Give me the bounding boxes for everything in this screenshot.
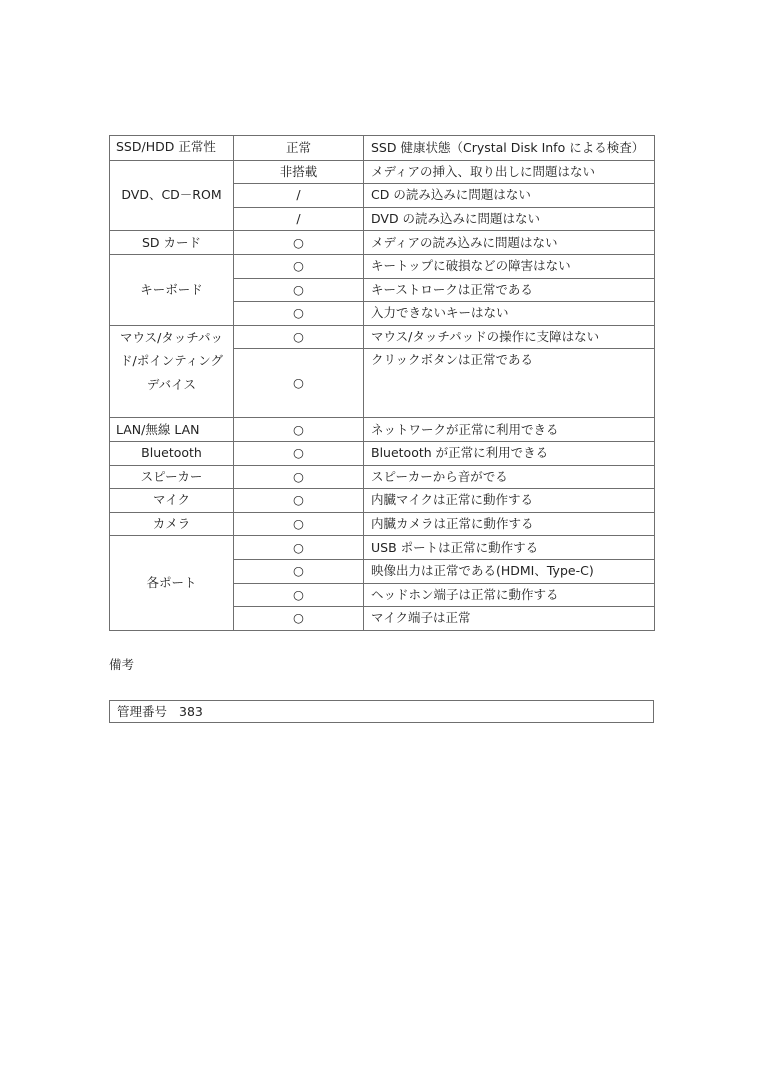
- table-row: [110, 489, 655, 513]
- result-cell: ○: [234, 536, 364, 560]
- table-row: [110, 325, 655, 349]
- description-cell: キートップに破損などの障害はない: [364, 254, 655, 278]
- table-row: [110, 512, 655, 536]
- description-cell: ヘッドホン端子は正常に動作する: [364, 583, 655, 607]
- item-cell: カメラ: [110, 512, 234, 536]
- description-cell: スピーカーから音がでる: [364, 465, 655, 489]
- table-row: [110, 254, 655, 278]
- description-cell: 内臓マイクは正常に動作する: [364, 489, 655, 513]
- description-cell: クリックボタンは正常である: [364, 349, 655, 418]
- item-cell: キーボード: [110, 254, 234, 325]
- result-cell: ○: [234, 512, 364, 536]
- item-cell: SSD/HDD 正常性: [110, 136, 234, 161]
- item-cell: LAN/無線 LAN: [110, 418, 234, 442]
- description-cell: CD の読み込みに問題はない: [364, 184, 655, 208]
- management-number-box: [109, 700, 654, 723]
- item-cell: SD カード: [110, 231, 234, 255]
- result-cell: /: [234, 184, 364, 208]
- result-cell: 非搭載: [234, 160, 364, 184]
- result-cell: ○: [234, 254, 364, 278]
- item-cell: スピーカー: [110, 465, 234, 489]
- result-cell: /: [234, 207, 364, 231]
- result-cell: ○: [234, 278, 364, 302]
- description-cell: SSD 健康状態（Crystal Disk Info による検査）: [364, 136, 655, 161]
- result-cell: ○: [234, 231, 364, 255]
- result-cell: ○: [234, 325, 364, 349]
- table-row: [110, 536, 655, 560]
- description-cell: キーストロークは正常である: [364, 278, 655, 302]
- result-cell: ○: [234, 465, 364, 489]
- description-cell: USB ポートは正常に動作する: [364, 536, 655, 560]
- table-row: [110, 465, 655, 489]
- management-number-label: 管理番号: [117, 704, 168, 719]
- result-cell: ○: [234, 418, 364, 442]
- result-cell: ○: [234, 441, 364, 465]
- table-row: [110, 231, 655, 255]
- result-cell: 正常: [234, 136, 364, 161]
- result-cell: ○: [234, 489, 364, 513]
- table-row: [110, 418, 655, 442]
- description-cell: 内臓カメラは正常に動作する: [364, 512, 655, 536]
- table-row: [110, 136, 655, 161]
- item-cell: マイク: [110, 489, 234, 513]
- description-cell: 入力できないキーはない: [364, 302, 655, 326]
- management-number-value: 383: [179, 704, 203, 719]
- description-cell: メディアの挿入、取り出しに問題はない: [364, 160, 655, 184]
- table-row: [110, 160, 655, 184]
- description-cell: マイク端子は正常: [364, 607, 655, 631]
- result-cell: ○: [234, 349, 364, 418]
- inspection-table: [109, 135, 655, 631]
- remarks-label: 備考: [109, 657, 135, 672]
- description-cell: DVD の読み込みに問題はない: [364, 207, 655, 231]
- result-cell: ○: [234, 607, 364, 631]
- result-cell: ○: [234, 583, 364, 607]
- result-cell: ○: [234, 302, 364, 326]
- table-row: [110, 441, 655, 465]
- item-cell: マウス/タッチパッド/ポインティングデバイス: [110, 325, 234, 418]
- result-cell: ○: [234, 559, 364, 583]
- item-cell: Bluetooth: [110, 441, 234, 465]
- description-cell: マウス/タッチパッドの操作に支障はない: [364, 325, 655, 349]
- item-cell: DVD、CD－ROM: [110, 160, 234, 231]
- description-cell: Bluetooth が正常に利用できる: [364, 441, 655, 465]
- description-cell: ネットワークが正常に利用できる: [364, 418, 655, 442]
- description-cell: 映像出力は正常である(HDMI、Type-C): [364, 559, 655, 583]
- item-cell: 各ポート: [110, 536, 234, 630]
- description-cell: メディアの読み込みに問題はない: [364, 231, 655, 255]
